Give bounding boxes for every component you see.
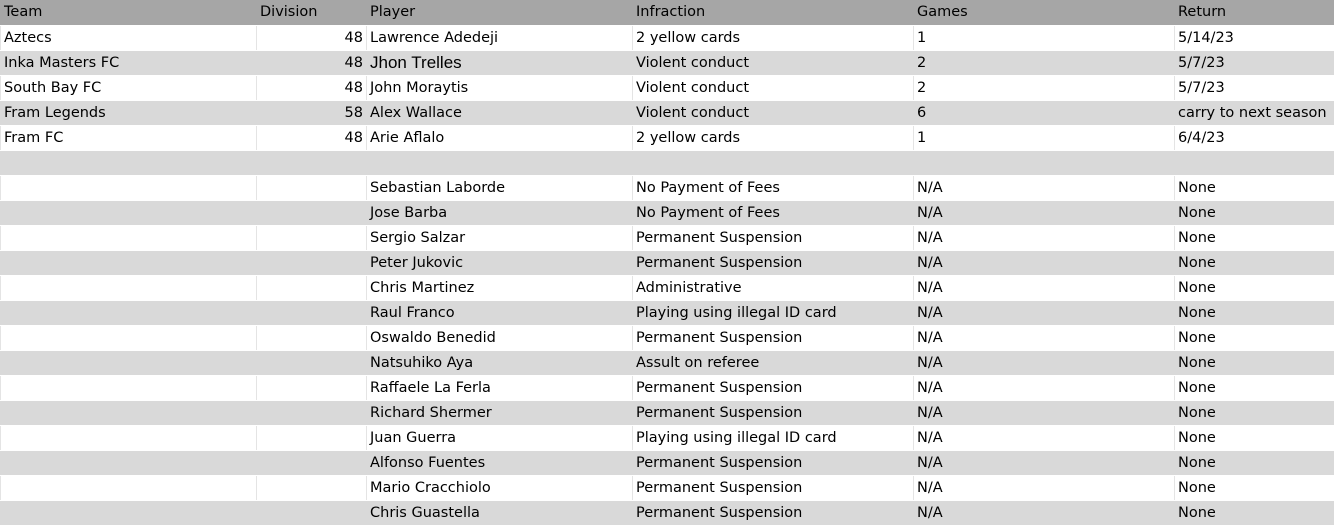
cell-team[interactable]: Aztecs — [1, 25, 257, 50]
cell-return[interactable]: None — [1175, 250, 1334, 275]
cell-player[interactable]: Alfonso Fuentes — [367, 450, 633, 475]
cell-infraction[interactable]: Permanent Suspension — [633, 250, 914, 275]
cell-team[interactable]: Fram Legends — [1, 100, 257, 125]
cell-infraction[interactable]: Playing using illegal ID card — [633, 425, 914, 450]
cell-division[interactable]: 58 — [257, 100, 367, 125]
table-row — [1, 425, 1334, 450]
cell-player[interactable]: Mario Cracchiolo — [367, 475, 633, 500]
cell-games[interactable]: N/A — [914, 450, 1175, 475]
cell-games[interactable]: N/A — [914, 425, 1175, 450]
cell-division[interactable] — [257, 225, 367, 250]
cell-team[interactable] — [1, 375, 257, 400]
cell-team[interactable] — [1, 225, 257, 250]
cell-return[interactable]: None — [1175, 300, 1334, 325]
cell-games[interactable]: N/A — [914, 350, 1175, 375]
cell-return[interactable]: None — [1175, 475, 1334, 500]
cell-return[interactable]: None — [1175, 350, 1334, 375]
cell-games[interactable] — [914, 150, 1175, 175]
cell-team[interactable] — [1, 450, 257, 475]
table-row — [1, 275, 1334, 300]
table-row — [1, 325, 1334, 350]
cell-games[interactable]: N/A — [914, 300, 1175, 325]
cell-division[interactable] — [257, 500, 367, 525]
table-row — [1, 500, 1334, 525]
cell-games[interactable]: N/A — [914, 175, 1175, 200]
cell-division[interactable] — [257, 250, 367, 275]
cell-division[interactable]: 48 — [257, 125, 367, 150]
cell-infraction[interactable]: No Payment of Fees — [633, 200, 914, 225]
cell-return[interactable]: None — [1175, 175, 1334, 200]
cell-return[interactable]: None — [1175, 500, 1334, 525]
table-row — [1, 300, 1334, 325]
cell-team[interactable]: South Bay FC — [1, 75, 257, 100]
cell-player[interactable]: Arie Aflalo — [367, 125, 633, 150]
cell-team[interactable] — [1, 325, 257, 350]
cell-return[interactable]: None — [1175, 200, 1334, 225]
table-row — [1, 125, 1334, 150]
cell-infraction[interactable]: Violent conduct — [633, 50, 914, 75]
cell-division[interactable] — [257, 200, 367, 225]
cell-player[interactable]: John Moraytis — [367, 75, 633, 100]
table-row — [1, 25, 1334, 50]
cell-games[interactable]: N/A — [914, 200, 1175, 225]
table-row — [1, 475, 1334, 500]
cell-player[interactable]: Natsuhiko Aya — [367, 350, 633, 375]
cell-player[interactable]: Juan Guerra — [367, 425, 633, 450]
cell-infraction[interactable]: Permanent Suspension — [633, 400, 914, 425]
header-row — [1, 0, 1334, 25]
cell-return[interactable]: None — [1175, 375, 1334, 400]
table-row — [1, 400, 1334, 425]
cell-return[interactable]: None — [1175, 275, 1334, 300]
table-row-empty — [1, 150, 1334, 175]
column-header-infraction[interactable]: Infraction — [633, 0, 914, 25]
cell-games[interactable]: N/A — [914, 400, 1175, 425]
cell-return[interactable]: None — [1175, 450, 1334, 475]
cell-infraction[interactable]: 2 yellow cards — [633, 25, 914, 50]
cell-return[interactable] — [1175, 150, 1334, 175]
table-row — [1, 450, 1334, 475]
column-header-division[interactable]: Division — [257, 0, 367, 25]
cell-division[interactable] — [257, 400, 367, 425]
cell-player[interactable]: Peter Jukovic — [367, 250, 633, 275]
cell-player[interactable]: Raffaele La Ferla — [367, 375, 633, 400]
cell-division[interactable] — [257, 450, 367, 475]
cell-return[interactable]: None — [1175, 400, 1334, 425]
cell-player[interactable]: Chris Guastella — [367, 500, 633, 525]
cell-division[interactable]: 48 — [257, 25, 367, 50]
cell-infraction[interactable]: Permanent Suspension — [633, 325, 914, 350]
cell-infraction[interactable]: 2 yellow cards — [633, 125, 914, 150]
cell-player[interactable]: Richard Shermer — [367, 400, 633, 425]
cell-infraction[interactable]: Administrative — [633, 275, 914, 300]
cell-return[interactable]: 5/7/23 — [1175, 75, 1334, 100]
table-row — [1, 100, 1334, 125]
table-row — [1, 250, 1334, 275]
cell-return[interactable]: 5/7/23 — [1175, 50, 1334, 75]
cell-player[interactable]: Raul Franco — [367, 300, 633, 325]
cell-team[interactable]: Fram FC — [1, 125, 257, 150]
cell-team[interactable] — [1, 175, 257, 200]
cell-division[interactable] — [257, 350, 367, 375]
cell-team[interactable] — [1, 400, 257, 425]
cell-infraction[interactable]: Playing using illegal ID card — [633, 300, 914, 325]
cell-player[interactable] — [367, 150, 633, 175]
cell-infraction[interactable]: Violent conduct — [633, 100, 914, 125]
cell-games[interactable]: N/A — [914, 250, 1175, 275]
cell-team[interactable] — [1, 475, 257, 500]
cell-division[interactable]: 48 — [257, 75, 367, 100]
cell-division[interactable]: 48 — [257, 50, 367, 75]
cell-games[interactable]: N/A — [914, 375, 1175, 400]
cell-division[interactable] — [257, 150, 367, 175]
cell-team[interactable]: Inka Masters FC — [1, 50, 257, 75]
table-row — [1, 375, 1334, 400]
cell-division[interactable] — [257, 275, 367, 300]
cell-games[interactable]: N/A — [914, 325, 1175, 350]
cell-games[interactable]: N/A — [914, 475, 1175, 500]
cell-games[interactable]: N/A — [914, 275, 1175, 300]
cell-team[interactable] — [1, 500, 257, 525]
cell-team[interactable] — [1, 350, 257, 375]
cell-infraction[interactable]: Permanent Suspension — [633, 375, 914, 400]
cell-division[interactable] — [257, 375, 367, 400]
cell-division[interactable] — [257, 475, 367, 500]
cell-infraction[interactable]: No Payment of Fees — [633, 175, 914, 200]
cell-division[interactable] — [257, 325, 367, 350]
cell-return[interactable]: None — [1175, 225, 1334, 250]
column-header-player[interactable]: Player — [367, 0, 633, 25]
cell-games[interactable]: 6 — [914, 100, 1175, 125]
cell-team[interactable] — [1, 425, 257, 450]
cell-division[interactable] — [257, 175, 367, 200]
column-header-return[interactable]: Return — [1175, 0, 1334, 25]
table-row — [1, 75, 1334, 100]
cell-player[interactable]: Jhon Trelles — [367, 50, 633, 75]
cell-games[interactable]: N/A — [914, 225, 1175, 250]
table-row — [1, 350, 1334, 375]
cell-player[interactable]: Alex Wallace — [367, 100, 633, 125]
cell-infraction[interactable]: Violent conduct — [633, 75, 914, 100]
cell-games[interactable]: 1 — [914, 125, 1175, 150]
cell-player[interactable]: Sebastian Laborde — [367, 175, 633, 200]
cell-team[interactable] — [1, 200, 257, 225]
cell-player[interactable]: Lawrence Adedeji — [367, 25, 633, 50]
cell-team[interactable] — [1, 250, 257, 275]
cell-return[interactable]: None — [1175, 425, 1334, 450]
cell-infraction[interactable]: Permanent Suspension — [633, 500, 914, 525]
cell-infraction[interactable]: Permanent Suspension — [633, 225, 914, 250]
table-row — [1, 225, 1334, 250]
cell-games[interactable]: 2 — [914, 75, 1175, 100]
cell-games[interactable]: N/A — [914, 500, 1175, 525]
cell-infraction[interactable] — [633, 150, 914, 175]
cell-division[interactable] — [257, 425, 367, 450]
cell-division[interactable] — [257, 300, 367, 325]
cell-return[interactable]: None — [1175, 325, 1334, 350]
cell-team[interactable] — [1, 150, 257, 175]
cell-return[interactable]: 6/4/23 — [1175, 125, 1334, 150]
column-header-team[interactable]: Team — [1, 0, 257, 25]
table-row — [1, 50, 1334, 75]
cell-team[interactable] — [1, 300, 257, 325]
cell-player[interactable]: Oswaldo Benedid — [367, 325, 633, 350]
cell-infraction[interactable]: Permanent Suspension — [633, 450, 914, 475]
cell-infraction[interactable]: Assult on referee — [633, 350, 914, 375]
cell-player[interactable]: Chris Martinez — [367, 275, 633, 300]
table-row — [1, 175, 1334, 200]
cell-return[interactable]: carry to next season — [1175, 100, 1334, 125]
cell-games[interactable]: 1 — [914, 25, 1175, 50]
cell-return[interactable]: 5/14/23 — [1175, 25, 1334, 50]
table-row — [1, 200, 1334, 225]
cell-player[interactable]: Jose Barba — [367, 200, 633, 225]
cell-team[interactable] — [1, 275, 257, 300]
column-header-games[interactable]: Games — [914, 0, 1175, 25]
cell-games[interactable]: 2 — [914, 50, 1175, 75]
cell-player[interactable]: Sergio Salzar — [367, 225, 633, 250]
cell-infraction[interactable]: Permanent Suspension — [633, 475, 914, 500]
